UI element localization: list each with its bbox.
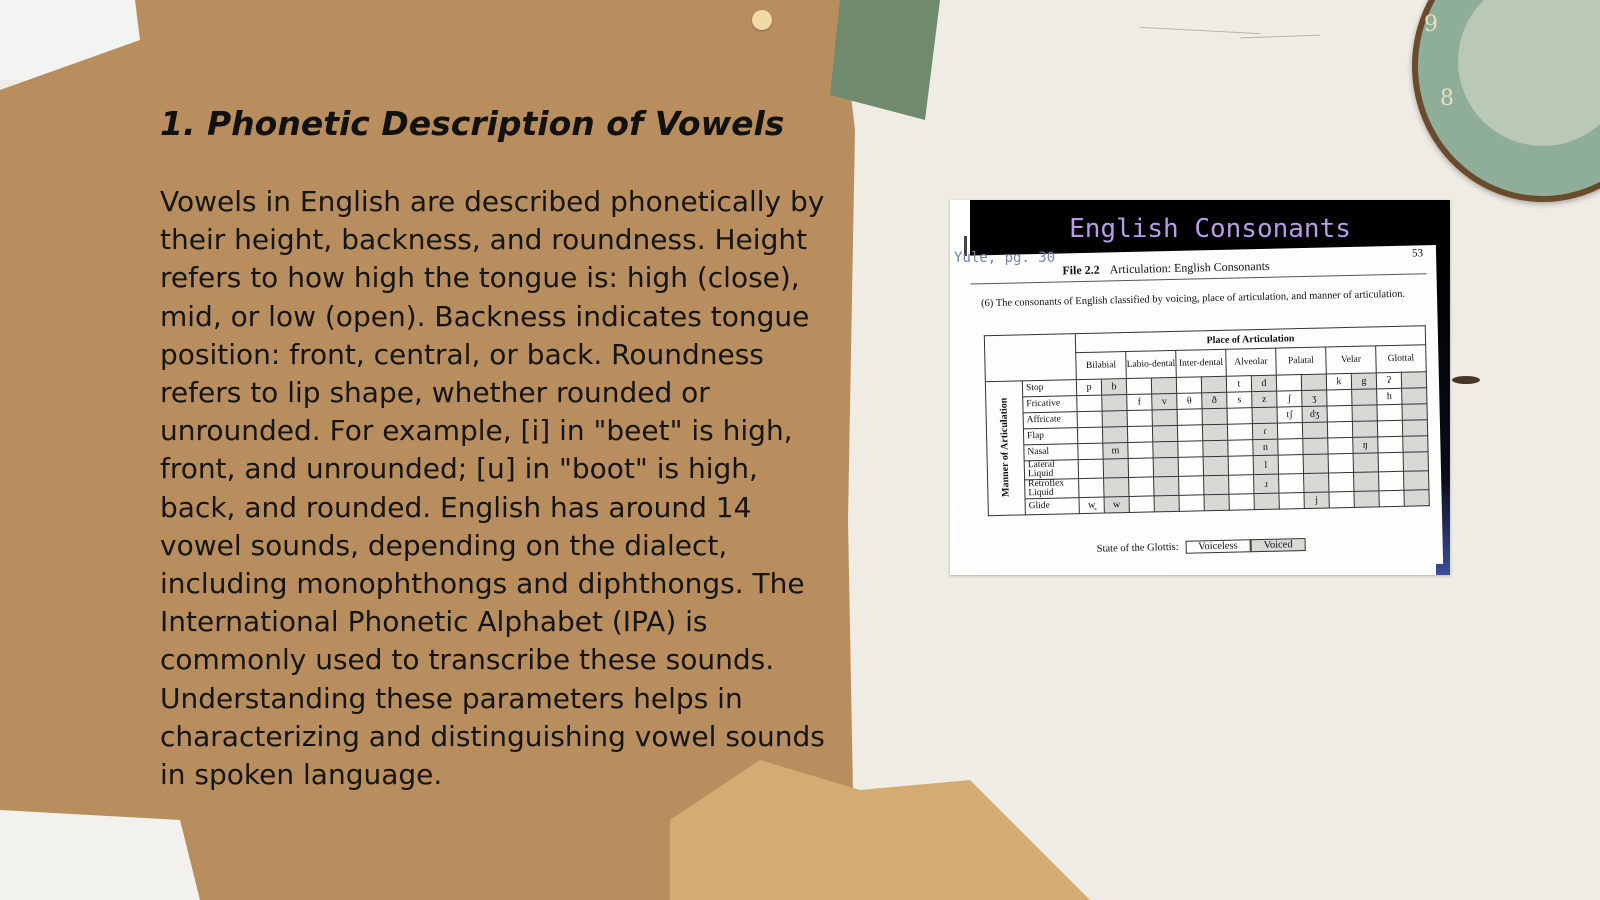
phoneme-cell: [1277, 423, 1302, 440]
place-label: Bilabial: [1076, 352, 1127, 380]
manner-label: Lateral Liquid: [1024, 460, 1078, 480]
file-title: Articulation: English Consonants: [1109, 258, 1270, 277]
phoneme-cell: [1252, 407, 1277, 424]
phoneme-cell: [1079, 478, 1104, 498]
phoneme-cell: ʔ: [1376, 372, 1401, 389]
phoneme-cell: [1379, 490, 1404, 507]
phoneme-cell: dʒ: [1302, 406, 1327, 423]
phoneme-cell: p: [1076, 379, 1101, 396]
phoneme-cell: θ: [1177, 393, 1202, 410]
pin-icon: [752, 10, 772, 30]
stain-mark: [1452, 376, 1480, 384]
phoneme-cell: [1378, 436, 1403, 453]
phoneme-cell: [1402, 388, 1427, 405]
phoneme-cell: [1276, 375, 1301, 392]
phoneme-cell: [1103, 459, 1128, 479]
phoneme-cell: [1227, 408, 1252, 425]
place-header: Place of Articulation: [1075, 326, 1425, 353]
phoneme-cell: d: [1251, 375, 1276, 392]
phoneme-cell: [1404, 471, 1429, 491]
phoneme-cell: [1403, 452, 1428, 472]
phoneme-cell: [1327, 421, 1352, 438]
phoneme-cell: [1402, 420, 1427, 437]
phoneme-cell: ŋ: [1353, 437, 1378, 454]
consonant-table: [984, 325, 1430, 516]
phoneme-cell: [1302, 422, 1327, 439]
clock-numeral: 9: [1424, 12, 1438, 37]
phoneme-cell: [1128, 442, 1153, 459]
phoneme-cell: [1202, 424, 1227, 441]
phoneme-cell: [1102, 411, 1127, 428]
phoneme-cell: [1152, 425, 1177, 442]
phoneme-cell: s: [1227, 392, 1252, 409]
phoneme-cell: k: [1326, 373, 1351, 390]
phoneme-cell: [1377, 420, 1402, 437]
phoneme-cell: w̥: [1079, 497, 1104, 514]
phoneme-cell: [1404, 490, 1429, 507]
paper-scrap: [0, 810, 200, 900]
phoneme-cell: [1379, 471, 1404, 491]
manner-label: Stop: [1022, 380, 1076, 397]
phoneme-cell: [1352, 421, 1377, 438]
manner-label: Affricate: [1023, 412, 1077, 429]
phoneme-cell: [1129, 496, 1154, 513]
place-label: Alveolar: [1226, 348, 1277, 376]
manner-label: Flap: [1023, 428, 1077, 445]
phoneme-cell: h: [1377, 388, 1402, 405]
phoneme-cell: [1129, 477, 1154, 497]
phoneme-cell: [1229, 494, 1254, 511]
phoneme-cell: [1126, 378, 1151, 395]
phoneme-cell: [1152, 409, 1177, 426]
phoneme-cell: w: [1104, 497, 1129, 514]
phoneme-cell: [1279, 474, 1304, 494]
phoneme-cell: [1228, 456, 1253, 476]
phoneme-cell: [1352, 405, 1377, 422]
phoneme-cell: j: [1304, 492, 1329, 509]
phoneme-cell: [1104, 478, 1129, 498]
phoneme-cell: [1204, 475, 1229, 495]
phoneme-cell: [1278, 439, 1303, 456]
voiceless-legend: Voiceless: [1185, 539, 1251, 553]
phoneme-cell: [1327, 405, 1352, 422]
phoneme-cell: [1378, 452, 1403, 472]
phoneme-cell: [1228, 440, 1253, 457]
textbook-page: [950, 245, 1443, 575]
phoneme-cell: z: [1252, 391, 1277, 408]
phoneme-cell: [1354, 472, 1379, 492]
phoneme-cell: [1401, 372, 1426, 389]
phoneme-cell: m: [1103, 443, 1128, 460]
phoneme-cell: [1329, 472, 1354, 492]
phoneme-cell: [1102, 395, 1127, 412]
phoneme-cell: [1303, 438, 1328, 455]
phoneme-cell: [1177, 409, 1202, 426]
file-label: [1062, 259, 1270, 279]
phoneme-cell: [1179, 495, 1204, 512]
phoneme-cell: [1078, 443, 1103, 460]
manner-label: Nasal: [1024, 444, 1078, 461]
place-label: Glottal: [1376, 345, 1427, 373]
phoneme-cell: [1154, 476, 1179, 496]
glottis-legend: [1097, 538, 1306, 556]
phoneme-cell: [1128, 458, 1153, 478]
phoneme-cell: [1077, 395, 1102, 412]
clock-face: [1458, 0, 1600, 146]
phoneme-cell: [1229, 475, 1254, 495]
place-label: Velar: [1326, 346, 1377, 374]
slide-title: 1. Phonetic Description of Vowels: [160, 104, 785, 143]
phoneme-cell: [1077, 427, 1102, 444]
phoneme-cell: ɾ: [1252, 423, 1277, 440]
phoneme-cell: [1154, 495, 1179, 512]
phoneme-cell: [1278, 455, 1303, 475]
phoneme-cell: [1201, 376, 1226, 393]
phoneme-cell: f: [1127, 394, 1152, 411]
phoneme-cell: [1402, 404, 1427, 421]
glottis-label: State of the Glottis:: [1096, 541, 1179, 555]
phoneme-cell: [1127, 426, 1152, 443]
clock-numeral: 8: [1440, 86, 1454, 111]
phoneme-cell: [1354, 491, 1379, 508]
phoneme-cell: [1153, 457, 1178, 477]
manner-header: Manner of Articulation: [998, 397, 1012, 498]
page-number: 53: [1411, 247, 1424, 260]
phoneme-cell: [1178, 457, 1203, 477]
manner-label: Retroflex Liquid: [1025, 479, 1079, 499]
phoneme-cell: [1202, 408, 1227, 425]
phoneme-cell: [1327, 389, 1352, 406]
phoneme-cell: [1177, 425, 1202, 442]
place-label: Palatal: [1276, 347, 1327, 375]
phoneme-cell: [1203, 440, 1228, 457]
table-corner: [984, 334, 1076, 382]
phoneme-cell: [1353, 453, 1378, 473]
phoneme-cell: [1301, 374, 1326, 391]
place-label: Labio-dental: [1126, 350, 1177, 378]
figure-heading: English Consonants: [1069, 214, 1351, 244]
phoneme-cell: [1403, 436, 1428, 453]
voiced-legend: Voiced: [1251, 538, 1306, 552]
phoneme-cell: [1227, 424, 1252, 441]
phoneme-cell: l: [1253, 455, 1278, 475]
phoneme-cell: ʒ: [1302, 390, 1327, 407]
phoneme-cell: [1254, 493, 1279, 510]
phoneme-cell: [1179, 476, 1204, 496]
slide-body-text: Vowels in English are described phonetically by their height, backness, and roundness. Height refers to how high the tongue is: high (close), mid, or low (open). Backness indicates tongue position: front, central, or back. Roundness refers to lip shape, whether rounded or unrounded. For example, [i] in "beet" is high, front, and unrounded; [u] in "boot" is high, back, and rounded. English has around 14 vowel sounds, depending on the dialect, including monophthongs and diphthongs. The International Phonetic Alphabet (IPA) is commonly used to transcribe these sounds. Understanding these parameters helps in characterizing and distinguishing vowel sounds in spoken language.: [160, 185, 825, 792]
phoneme-cell: [1077, 411, 1102, 428]
phoneme-cell: [1078, 459, 1103, 479]
phoneme-cell: [1377, 404, 1402, 421]
phoneme-cell: [1304, 473, 1329, 493]
consonant-chart-image: [950, 200, 1450, 575]
phoneme-cell: [1178, 441, 1203, 458]
phoneme-cell: t: [1226, 376, 1251, 393]
phoneme-cell: [1102, 427, 1127, 444]
phoneme-cell: [1203, 456, 1228, 476]
phoneme-cell: g: [1351, 373, 1376, 390]
phoneme-cell: [1328, 437, 1353, 454]
phoneme-cell: [1328, 453, 1353, 473]
phoneme-cell: tʃ: [1277, 407, 1302, 424]
phoneme-cell: n: [1253, 439, 1278, 456]
phoneme-cell: ð: [1202, 392, 1227, 409]
manner-header-cell: [985, 381, 1025, 516]
phoneme-cell: b: [1101, 379, 1126, 396]
file-number: File 2.2: [1062, 262, 1100, 278]
phoneme-cell: ʃ: [1277, 391, 1302, 408]
phoneme-cell: [1303, 454, 1328, 474]
phoneme-cell: [1204, 494, 1229, 511]
manner-label: Fricative: [1023, 396, 1077, 413]
manner-label: Glide: [1025, 498, 1079, 515]
phoneme-cell: [1176, 377, 1201, 394]
figure-caption: (6) The consonants of English classified by voicing, place of articulation, and manner of articulation.: [980, 288, 1406, 310]
phoneme-cell: [1352, 389, 1377, 406]
phoneme-cell: v: [1152, 393, 1177, 410]
phoneme-cell: [1153, 441, 1178, 458]
phoneme-cell: [1279, 493, 1304, 510]
phoneme-cell: [1329, 491, 1354, 508]
citation: Yule, pg. 30: [954, 250, 1056, 266]
phoneme-cell: [1151, 377, 1176, 394]
phoneme-cell: [1127, 410, 1152, 427]
phoneme-cell: ɹ: [1254, 474, 1279, 494]
place-label: Inter-dental: [1176, 349, 1227, 377]
